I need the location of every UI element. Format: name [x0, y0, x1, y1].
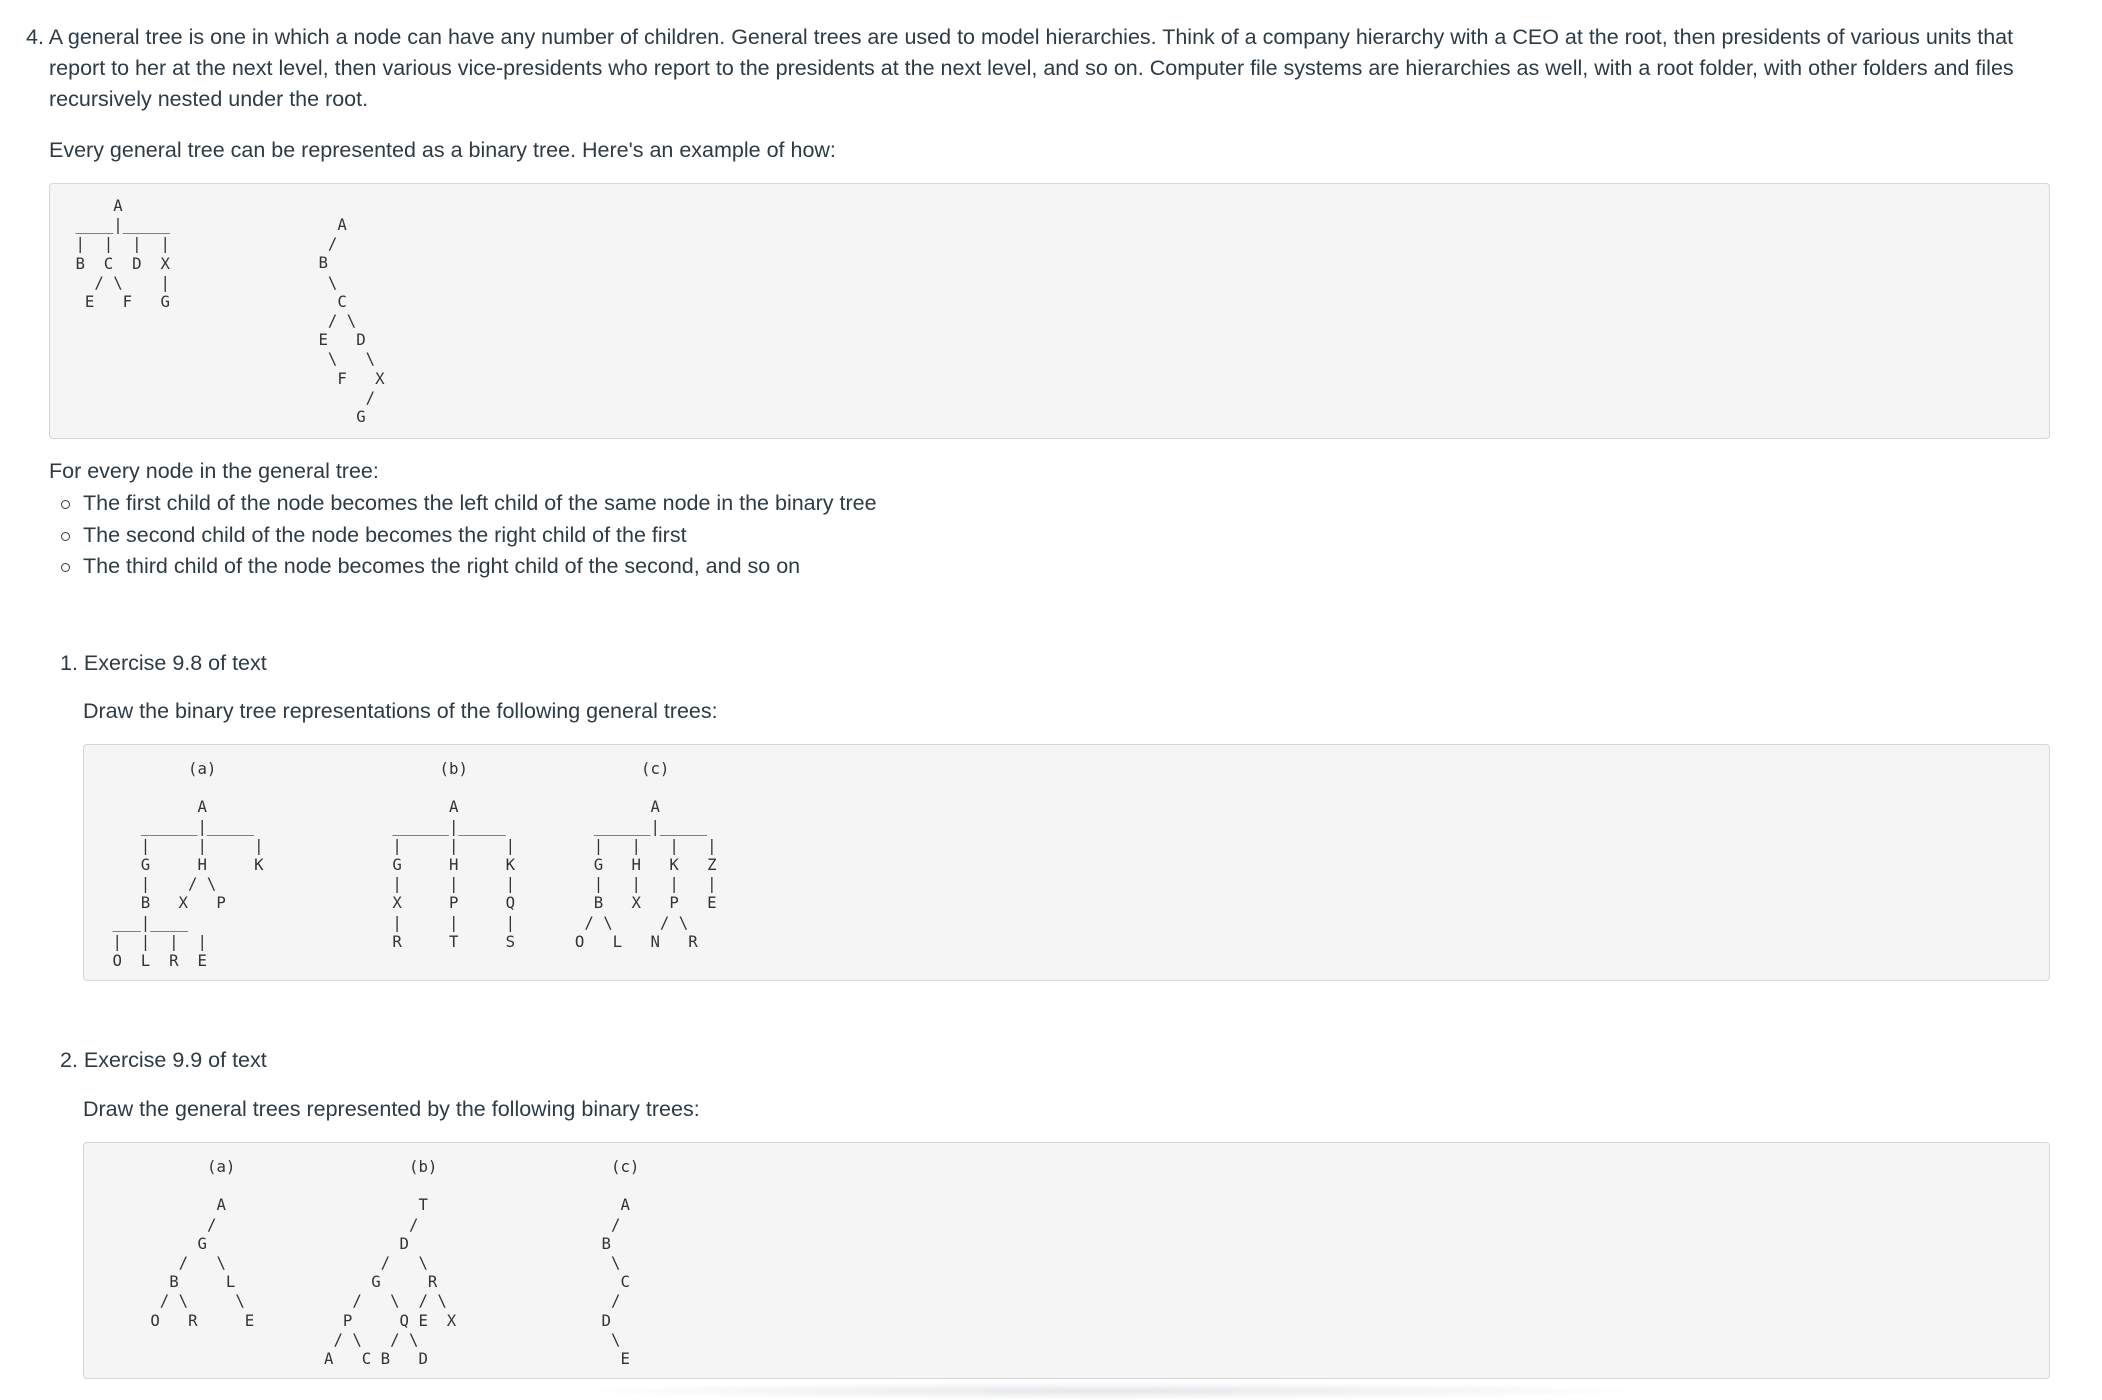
exercise2-tree-b: (b) T / D / \ G R / \ / \ P Q E X / \ / \ A C B D	[324, 1157, 457, 1369]
intro-number: 4.	[26, 25, 44, 49]
exercise1-code-block	[83, 744, 2050, 981]
exercise2-tree-c: (c) A / B \ C / D \ E	[601, 1157, 640, 1369]
exercise2-code-block	[83, 1142, 2050, 1379]
exercise1-tree-b: (b) A ______|_____ | | | G H K | | | X P Q | | | R T S	[392, 759, 516, 951]
list-item: The first child of the node becomes the left child of the same node in the binary tree	[49, 488, 877, 520]
exercise2-title: 2. Exercise 9.9 of text	[60, 1048, 267, 1072]
example-intro: Every general tree can be represented as a binary tree. Here's an example of how:	[49, 138, 836, 162]
binary-tree-example: A / B \ C / \ E D \ \ F X / G	[318, 215, 385, 427]
exercise2-tree-a: (a) A / G / \ B L / \ \ O R E	[150, 1157, 255, 1330]
example-code-block	[49, 183, 2050, 439]
intro-paragraph	[26, 22, 2056, 115]
list-item: The third child of the node becomes the right child of the second, and so on	[49, 551, 877, 583]
rules-list	[49, 488, 877, 583]
general-tree-example: A ____|_____ | | | | B C D X / \ | E F G	[75, 196, 170, 312]
exercise1-description: Draw the binary tree representations of the following general trees:	[83, 699, 718, 723]
exercise2-description: Draw the general trees represented by the following binary trees:	[83, 1097, 700, 1121]
rules-title: For every node in the general tree:	[49, 459, 379, 483]
intro-text: A general tree is one in which a node can have any number of children. General trees are used to model hierarchies. Think of a company hierarchy with a CEO at the root, then presidents of various units that report to her at the next level, then various vice-presidents who report to the presidents at the next level, and so on. Computer file systems are hierarchies as well, with a root folder, with other folders and files recursively nested under the root.	[48, 25, 2014, 111]
list-item: The second child of the node becomes the right child of the first	[49, 520, 877, 552]
exercise1-tree-c: (c) A ______|_____ | | | | G H K Z | | | | B X P E / \ / \ O L N R	[574, 759, 717, 951]
bottom-shadow	[560, 1382, 1660, 1400]
exercise1-title: 1. Exercise 9.8 of text	[60, 651, 267, 675]
exercise1-tree-a: (a) A ______|_____ | | | G H K | / \ B X P ___|____ | | | | O L R E	[112, 759, 264, 971]
